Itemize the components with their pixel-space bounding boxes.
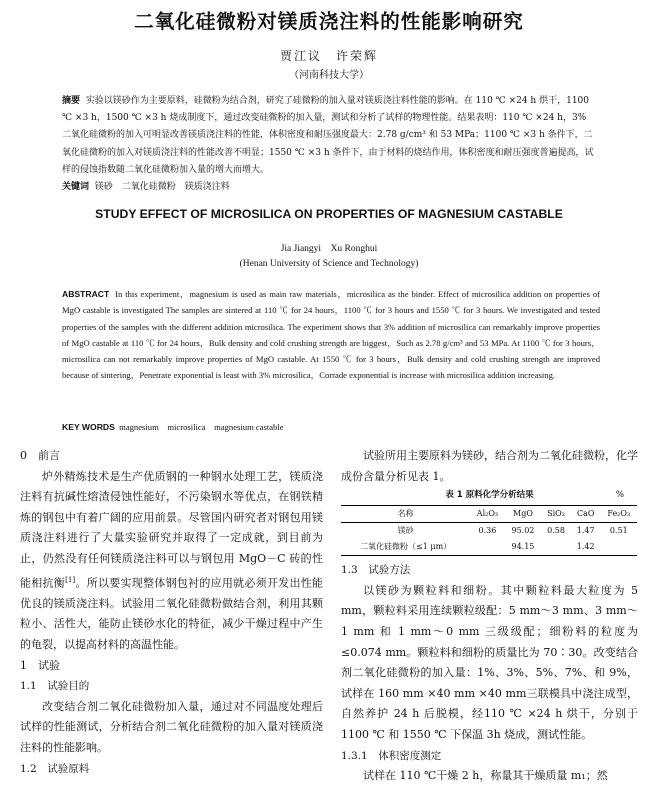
right-column bbox=[341, 446, 638, 787]
table-caption: 表 1 原料化学分析结果 % bbox=[341, 487, 638, 503]
subsection-heading-materials: 1.2 试验原料 bbox=[20, 762, 90, 775]
english-abstract-label: ABSTRACT bbox=[62, 289, 110, 299]
table-header-cell: Al₂O₃ bbox=[470, 506, 504, 523]
paper-title: 二氧化硅微粉对镁质浇注料的性能影响研究 bbox=[134, 10, 524, 33]
table-cell bbox=[541, 539, 571, 556]
intro-paragraph: 炉外精炼技术是生产优质钢的一种钢水处理工艺，镁质浇注料有抗碱性熔渣侵蚀性能好，不污染钢水等优点，在钢铁精炼的钢包中有着广阔的应用前景。尽管国内研究者对钢包用镁质浇注料进行了大量实验研究并取得了一定成就，到目前为止，仍然没有任何镁质浇注料可以与钢包用 MgO－C 砖的性能相抗衡[1]。所以要实现整体钢包衬的应用就必须开发出性能优良的镁质浇注料。试验用二氧化硅微粉做结合剂，利用其颗粒小、活性大，能防止镁砂水化的特征，减少干燥过程中产生的龟裂，以提高材料的高温性能。 bbox=[20, 469, 324, 651]
authors: 贾江议 许荣辉 bbox=[279, 49, 378, 63]
method-paragraph: 以镁砂为颗粒料和细粉。其中颗粒料最大粒度为 5 mm，颗粒料采用连续颗粒级配：5 mm～3 mm、3 mm～1 mm 和 1 mm～0 mm 三级级配；细粉料的粒度为 ≤0.074 mm。颗粒料和细粉的质量比为 70∶30。改变结合剂二氧化硅微粉的加入量：1%、3%、5%、7%、和 9%，试样在 160 mm ×40 mm ×40 mm三联模具中浇注成型，自然养护 24 h 后脱模，经110 ℃ ×24 h 烘干，分别于 1100 ℃ 和 1550 ℃ 下保温 3h 烧成，测试性能。 bbox=[341, 583, 638, 741]
table-header-cell: SiO₂ bbox=[541, 506, 571, 523]
table-cell: 0.51 bbox=[609, 526, 628, 536]
table-cell: 0.58 bbox=[547, 526, 565, 536]
keywords-text: 镁砂 二氧化硅微粉 镁质浇注料 bbox=[94, 182, 230, 193]
table-cell: 95.02 bbox=[511, 526, 535, 536]
subsubsection-heading-density: 1.3.1 体积密度测定 bbox=[341, 749, 442, 762]
english-title: STUDY EFFECT OF MICROSILICA ON PROPERTIES OF MAGNESIUM CASTABLE bbox=[95, 207, 563, 221]
section-heading-experiment: 1 试验 bbox=[20, 658, 60, 672]
english-abstract-text: In this experiment，magnesium is used as main raw materials，microsilica as the binder. Effect of microsilica addition on properties of MgO castable is investigated The samples are sintered at 110 ℃ for 24 hours，1100 ℃ for 3 hours and 1550 ℃ for 3 hours. We investigated and tested properties of the samples with the different addition microsilica. The experiment shows that 3% addition of microsilica can remarkably improve properties of MgO castable at 110 ℃ for 24 hours，Bulk density and cold crushing strength are biggest，Such as 2.78 g/cm³ and 53 MPa. At 1100 ℃ for 3 hours，microsilica can not remarkably improve properties of MgO castable. At 1550 ℃ for 3 hours，Bulk density and cold crushing strength are improved because of sintering，Penetrate exponential is least with 3% microsilica，Corrade exponential is increase with microsilica addition increasing. bbox=[62, 289, 601, 381]
english-authors: Jia Jiangyi Xu Ronghui bbox=[280, 244, 378, 254]
abstract-label: 摘要 bbox=[62, 96, 81, 106]
table-header-cell: Fe₂O₃ bbox=[601, 506, 638, 523]
table-cell: 0.36 bbox=[478, 526, 497, 536]
purpose-paragraph: 改变结合剂二氧化硅微粉加入量，通过对不同温度处理后试样的性能测试，分析结合剂二氧化硅微粉的加入量对镁质浇注料的性能影响。 bbox=[20, 699, 323, 754]
affiliation: （河南科技大学） bbox=[289, 70, 369, 81]
table-cell: 二氧化硅微粉（≤1 μm） bbox=[341, 539, 470, 556]
english-affiliation: (Henan University of Science and Technology) bbox=[239, 259, 419, 269]
chinese-abstract bbox=[62, 93, 598, 196]
table-cell: 94.15 bbox=[505, 539, 542, 556]
table-unit: % bbox=[615, 490, 624, 501]
section-heading-intro: 0 前言 bbox=[20, 449, 60, 462]
chemical-analysis-table bbox=[341, 505, 637, 556]
table-header-cell: MgO bbox=[505, 506, 542, 523]
table-cell: 1.47 bbox=[576, 526, 595, 536]
left-column bbox=[20, 446, 323, 779]
table-cell bbox=[601, 539, 638, 556]
english-keywords-text: magnesium microsilica magnesium castable bbox=[119, 422, 284, 432]
english-abstract bbox=[62, 286, 600, 384]
table-row bbox=[341, 539, 637, 556]
subsection-heading-purpose: 1.1 试验目的 bbox=[20, 680, 90, 693]
table-cell: 镁砂 bbox=[397, 526, 414, 536]
keywords-label: 关键词 bbox=[62, 182, 90, 193]
table-header-row bbox=[341, 506, 637, 523]
english-keywords bbox=[62, 421, 600, 433]
table-header-cell: 名称 bbox=[341, 506, 470, 523]
density-paragraph: 试样在 110 ℃干燥 2 h，称量其干燥质量 m₁；然 bbox=[363, 769, 608, 783]
citation: [1] bbox=[65, 574, 76, 584]
table-row bbox=[341, 523, 637, 540]
table-cell bbox=[470, 539, 504, 556]
table-header-cell: CaO bbox=[571, 506, 601, 523]
english-keywords-label: KEY WORDS bbox=[62, 422, 115, 432]
table-cell: 1.42 bbox=[571, 539, 601, 556]
subsection-heading-method: 1.3 试验方法 bbox=[341, 564, 411, 577]
materials-paragraph: 试验所用主要原料为镁砂，结合剂为二氧化硅微粉，化学成份含量分析见表 1。 bbox=[341, 449, 638, 483]
abstract-text: 实验以镁砂作为主要原料，硅微粉为结合剂，研究了硅微粉的加入量对镁质浇注料性能的影响。在 110 ℃ ×24 h 烘干，1100 ℃ ×3 h，1500 ℃ ×3 h 烧成制度下，通过改变硅微粉的加入量，测试和分析了试样的物理性能。结果表明：110 ℃ ×24 h，3% 二氧化硅微粉的加入可明显改善镁质浇注料的性能，体积密度和耐压强度最大：2.78 g/cm³ 和 53 MPa；1100 ℃ ×3 h 条件下，二氧化硅微粉的加入对镁质浇注料的性能改善不明显；1550 ℃ ×3 h 条件下，由于材料的烧结作用，体积密度和耐压强度普遍提高，试样的侵蚀指数随二氧化硅微粉加入量的增大而增大。 bbox=[62, 96, 594, 175]
